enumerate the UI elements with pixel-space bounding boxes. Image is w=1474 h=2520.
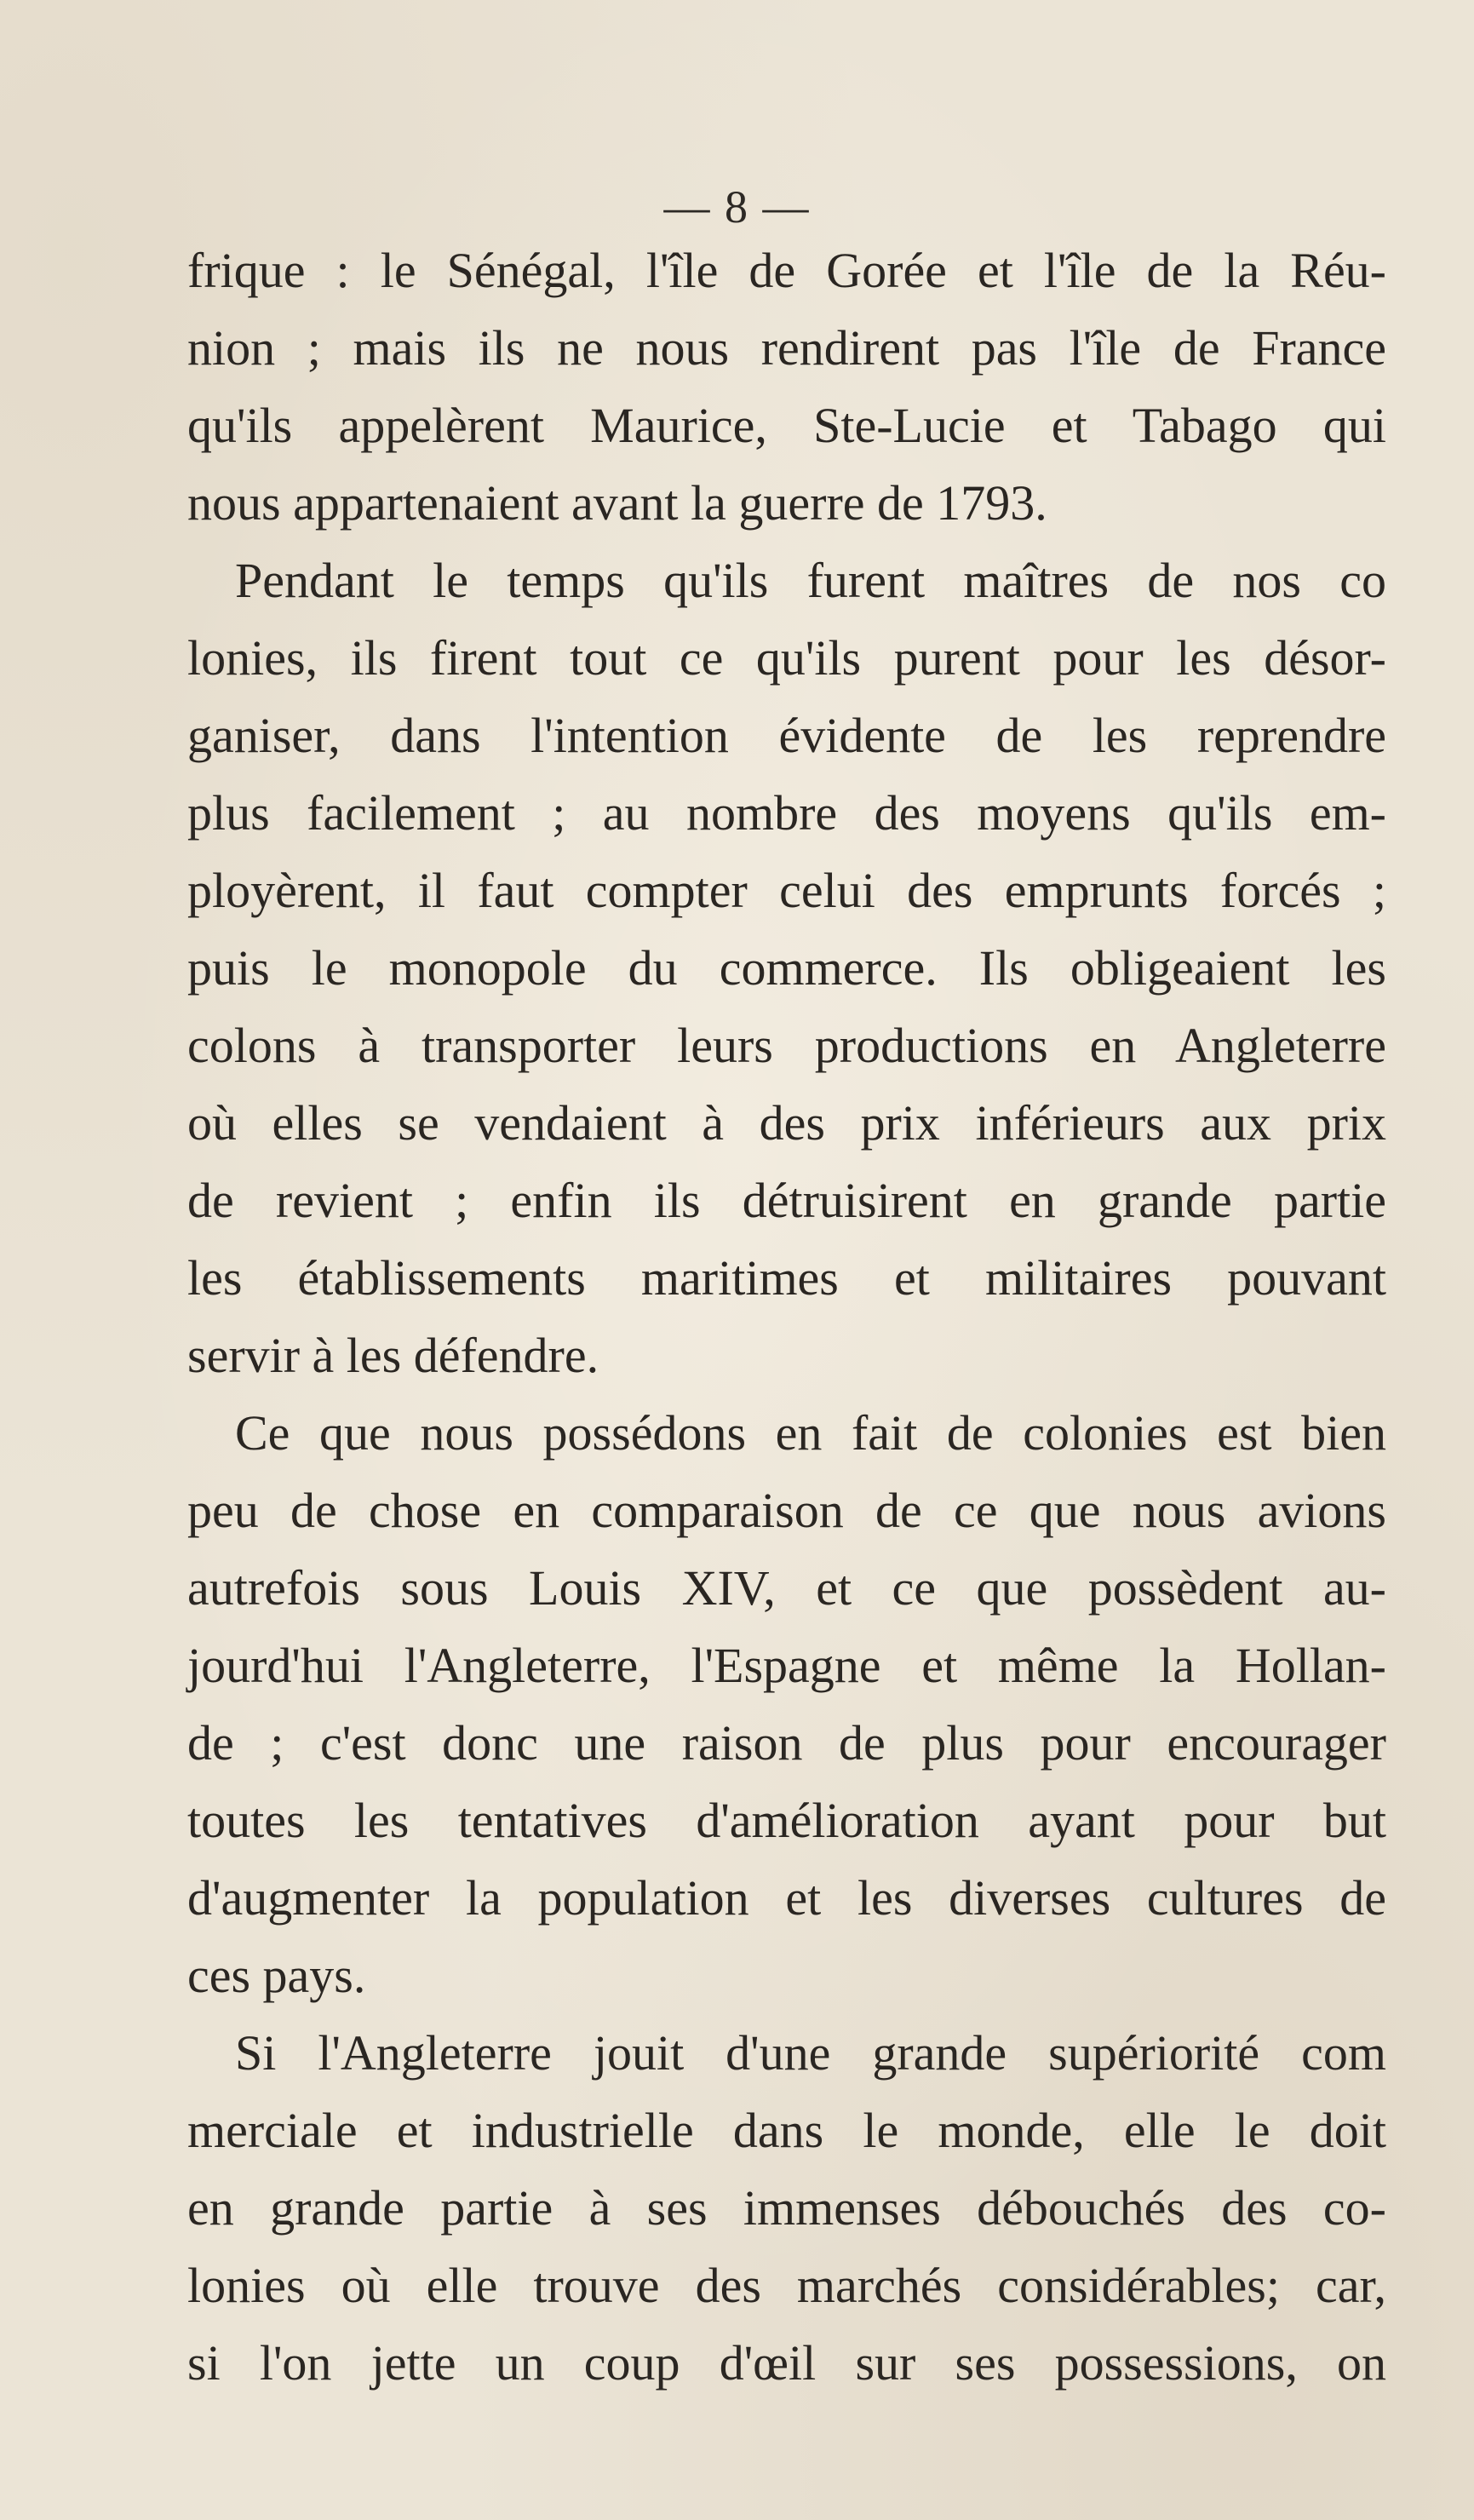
body-text	[187, 232, 1386, 2402]
text-line: nion ; mais ils ne nous rendirent pas l'île de France	[187, 320, 1386, 376]
page-number: — 8 —	[663, 181, 811, 232]
text-line: autrefois sous Louis XIV, et ce que possèdent au-	[187, 1560, 1386, 1616]
text-line: de revient ; enfin ils détruisirent en grande partie	[187, 1173, 1386, 1228]
text-line: de ; c'est donc une raison de plus pour encourager	[187, 1715, 1386, 1771]
text-line: en grande partie à ses immenses débouchés des co-	[187, 2180, 1386, 2236]
text-line: nous appartenaient avant la guerre de 1793.	[187, 475, 1047, 531]
text-line: toutes les tentatives d'amélioration ayant pour but	[187, 1793, 1386, 1848]
text-line: colons à transporter leurs productions en Angleterre	[187, 1018, 1386, 1073]
text-line: Ce que nous possédons en fait de colonies est bien	[235, 1405, 1386, 1461]
text-line: servir à les défendre.	[187, 1328, 599, 1383]
text-line: ces pays.	[187, 1948, 366, 2003]
text-line: lonies où elle trouve des marchés considérables; car,	[187, 2258, 1386, 2313]
text-line: merciale et industrielle dans le monde, elle le doit	[187, 2103, 1386, 2158]
text-line: d'augmenter la population et les diverses cultures de	[187, 1870, 1386, 1926]
text-line: ployèrent, il faut compter celui des emprunts forcés ;	[187, 863, 1386, 918]
text-line: plus facilement ; au nombre des moyens qu'ils em-	[187, 785, 1386, 841]
text-line: peu de chose en comparaison de ce que nous avions	[187, 1483, 1386, 1538]
text-line: jourd'hui l'Angleterre, l'Espagne et même la Hollan-	[187, 1638, 1386, 1693]
text-line: où elles se vendaient à des prix inférieurs aux prix	[187, 1095, 1386, 1151]
text-line: qu'ils appelèrent Maurice, Ste-Lucie et Tabago qui	[187, 398, 1386, 453]
text-line: Pendant le temps qu'ils furent maîtres de nos co	[235, 553, 1386, 608]
text-line: les établissements maritimes et militaires pouvant	[187, 1250, 1386, 1306]
text-line: puis le monopole du commerce. Ils obligeaient les	[187, 940, 1386, 996]
text-line: si l'on jette un coup d'œil sur ses possessions, on	[187, 2335, 1386, 2391]
text-line: ganiser, dans l'intention évidente de les reprendre	[187, 708, 1386, 763]
text-line: frique : le Sénégal, l'île de Gorée et l'île de la Réu-	[187, 243, 1386, 298]
text-line: lonies, ils firent tout ce qu'ils purent pour les désor-	[187, 630, 1386, 686]
text-line: Si l'Angleterre jouit d'une grande supériorité com	[235, 2025, 1386, 2081]
